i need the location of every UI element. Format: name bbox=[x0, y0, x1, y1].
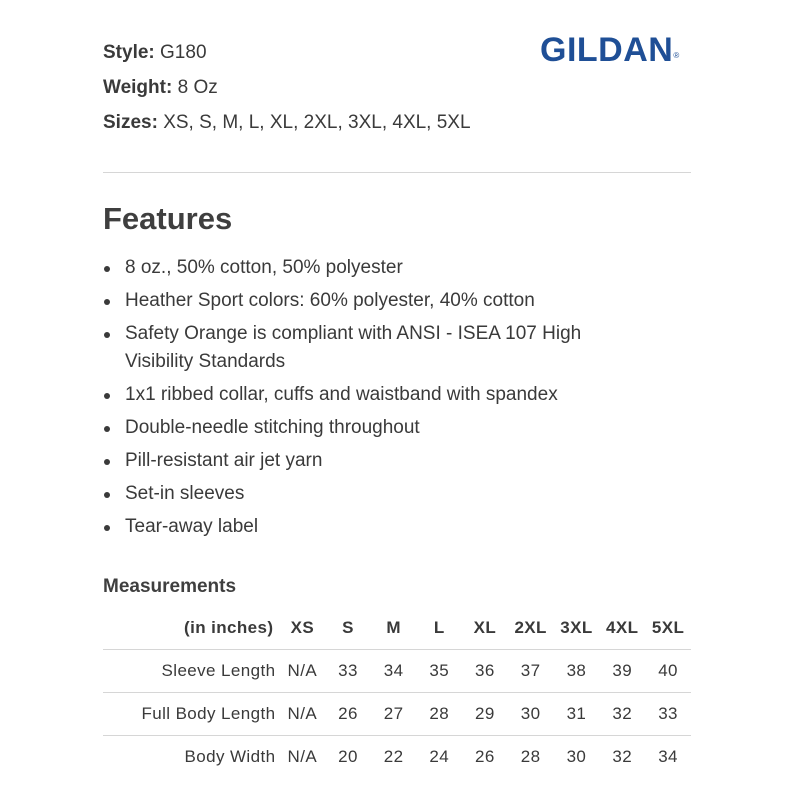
column-header: M bbox=[386, 618, 401, 637]
unit-label: (in inches) bbox=[184, 618, 274, 637]
table-cell: 34 bbox=[371, 650, 417, 693]
column-header: 5XL bbox=[651, 618, 685, 637]
column-header: 4XL bbox=[606, 618, 639, 637]
feature-item: 8 oz., 50% cotton, 50% polyester bbox=[103, 254, 703, 282]
spec-style-label: Style: bbox=[103, 42, 155, 63]
table-row bbox=[103, 736, 691, 779]
row-label: Body Width bbox=[103, 736, 279, 779]
table-cell: 26 bbox=[325, 693, 371, 736]
features-list bbox=[103, 254, 703, 546]
spec-sizes-label: Sizes: bbox=[103, 112, 158, 133]
table-cell: 36 bbox=[462, 650, 508, 693]
column-header: 2XL bbox=[514, 618, 547, 637]
table-cell: 31 bbox=[554, 693, 600, 736]
feature-item: Tear-away label bbox=[103, 513, 703, 541]
column-header: XL bbox=[473, 618, 497, 637]
table-cell: N/A bbox=[279, 736, 325, 779]
spec-sizes bbox=[103, 111, 471, 135]
table-row bbox=[103, 650, 691, 693]
table-cell: N/A bbox=[279, 693, 325, 736]
spec-style bbox=[103, 41, 207, 65]
table-cell: 29 bbox=[462, 693, 508, 736]
table-cell: N/A bbox=[279, 650, 325, 693]
measurements-table bbox=[103, 607, 691, 778]
table-cell: 30 bbox=[508, 693, 554, 736]
divider bbox=[103, 172, 691, 173]
row-label: Full Body Length bbox=[103, 693, 279, 736]
table-cell: 34 bbox=[645, 736, 691, 779]
row-label: Sleeve Length bbox=[103, 650, 279, 693]
column-header: 3XL bbox=[560, 618, 593, 637]
spec-weight bbox=[103, 76, 218, 100]
table-cell: 39 bbox=[599, 650, 645, 693]
table-cell: 30 bbox=[554, 736, 600, 779]
table-cell: 38 bbox=[554, 650, 600, 693]
table-cell: 32 bbox=[599, 693, 645, 736]
table-cell: 40 bbox=[645, 650, 691, 693]
table-cell: 28 bbox=[508, 736, 554, 779]
registered-mark: ® bbox=[673, 51, 680, 60]
feature-item: Safety Orange is compliant with ANSI - ISEA 107 High Visibility Standards bbox=[103, 320, 645, 376]
table-cell: 27 bbox=[371, 693, 417, 736]
table-cell: 20 bbox=[325, 736, 371, 779]
table-cell: 26 bbox=[462, 736, 508, 779]
measurements-heading: Measurements bbox=[103, 576, 237, 597]
column-header: XS bbox=[290, 618, 315, 637]
table-cell: 33 bbox=[325, 650, 371, 693]
table-cell: 24 bbox=[416, 736, 462, 779]
spec-weight-label: Weight: bbox=[103, 77, 173, 98]
feature-item: Heather Sport colors: 60% polyester, 40% cotton bbox=[103, 287, 703, 315]
feature-item: Double-needle stitching throughout bbox=[103, 414, 703, 442]
feature-item: 1x1 ribbed collar, cuffs and waistband with spandex bbox=[103, 381, 703, 409]
spec-sizes-value: XS, S, M, L, XL, 2XL, 3XL, 4XL, 5XL bbox=[163, 112, 471, 133]
table-cell: 22 bbox=[371, 736, 417, 779]
table-header-row bbox=[103, 607, 691, 650]
spec-weight-value: 8 Oz bbox=[177, 77, 218, 98]
column-header: S bbox=[342, 618, 354, 637]
table-cell: 35 bbox=[416, 650, 462, 693]
table-row bbox=[103, 693, 691, 736]
table-cell: 33 bbox=[645, 693, 691, 736]
features-heading: Features bbox=[103, 201, 233, 236]
table-cell: 37 bbox=[508, 650, 554, 693]
brand-logo bbox=[540, 30, 680, 70]
feature-item: Set-in sleeves bbox=[103, 480, 703, 508]
table-cell: 28 bbox=[416, 693, 462, 736]
spec-style-value: G180 bbox=[160, 42, 207, 63]
brand-name: GILDAN bbox=[540, 31, 674, 69]
column-header: L bbox=[433, 618, 445, 637]
table-cell: 32 bbox=[599, 736, 645, 779]
feature-item: Pill-resistant air jet yarn bbox=[103, 447, 703, 475]
